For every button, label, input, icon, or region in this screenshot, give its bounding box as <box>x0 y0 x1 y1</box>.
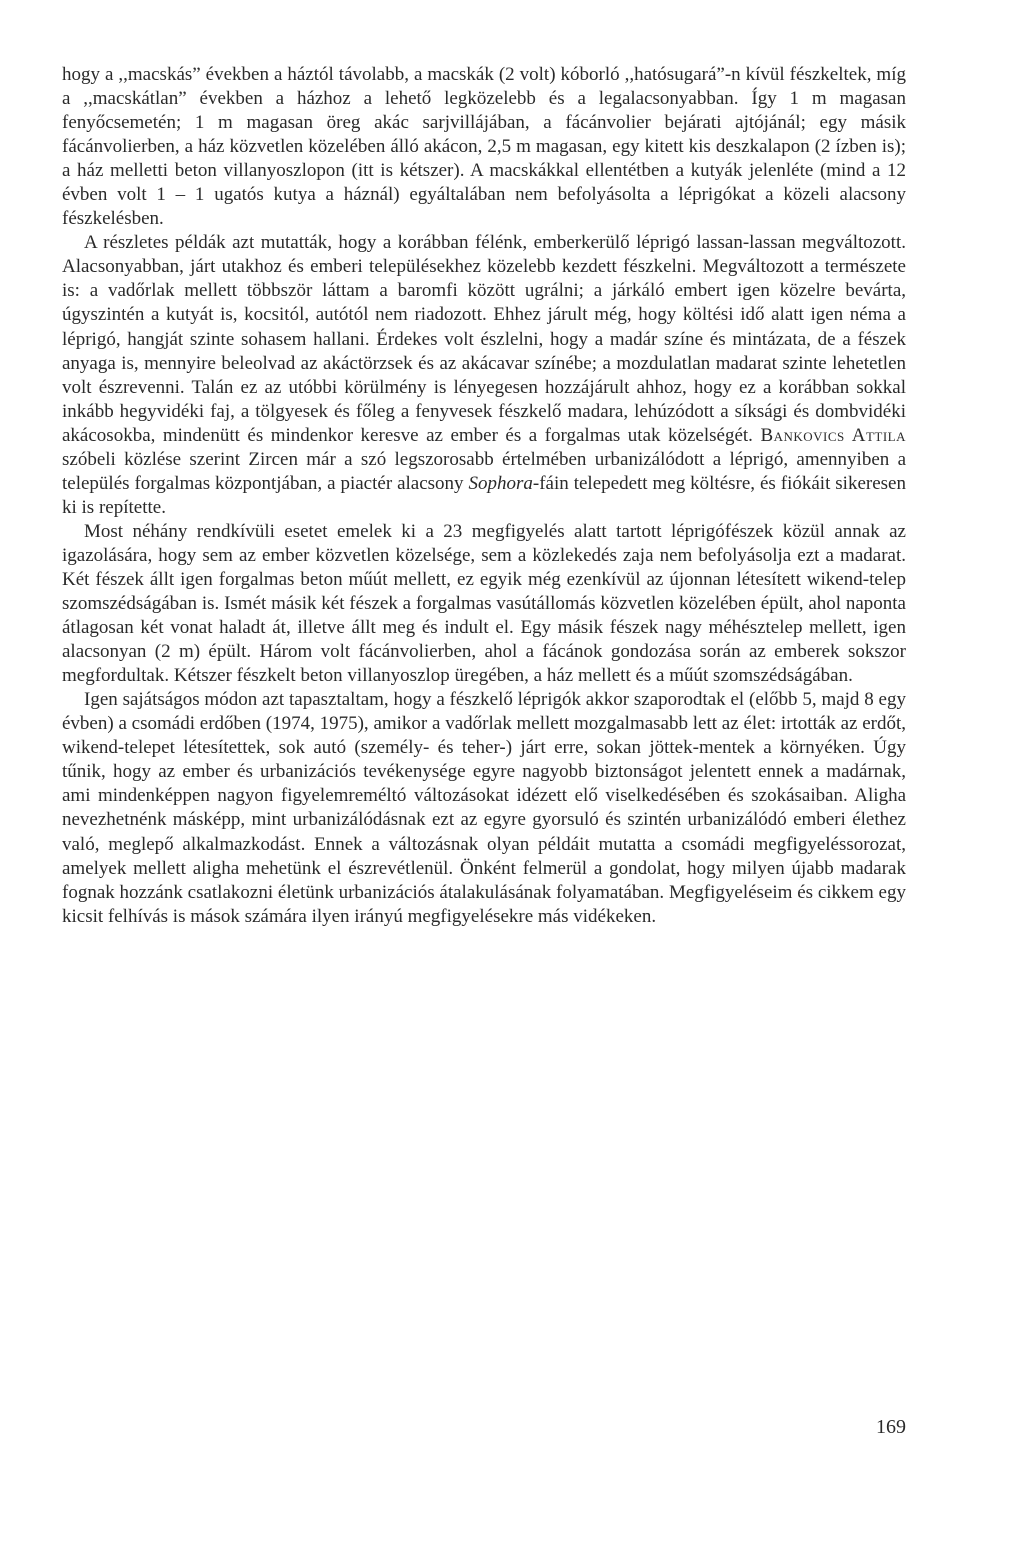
paragraph-1 <box>62 63 906 231</box>
paragraph-2 <box>62 231 906 520</box>
paragraph-2-text-b: szóbeli közlése szerint Zircen már a szó legszorosabb értelmében urbanizálódott a léprigó, amennyiben a település forgalmas központjában, a piactér alacsony <box>62 448 906 494</box>
paragraph-3-text: Most néhány rendkívüli esetet emelek ki a 23 megfigyelés alatt tartott léprigófészek közül annak az igazolására, hogy sem az ember közvetlen közelsége, sem a közlekedés zaja nem befolyásolja ezt a madarat. Két fészek állt igen forgalmas beton műút mellett, ez egyik még ezenkívül az újonnan létesített wikend-telep szomszédságában is. Ismét másik két fészek a forgalmas vasútállomás közvetlen közelében épült, ahol naponta átlagosan két vonat haladt át, illetve állt meg és indult el. Egy másik fészek nagy méhésztelep mellett, igen alacsonyan (2 m) épült. Három volt fácánvolierben, ahol a fácánok gondozása során az emberek sokszor megfordultak. Kétszer fészkelt beton villanyoszlop üregében, a ház mellett és a műút szomszédságában. <box>62 520 906 687</box>
paragraph-3 <box>62 520 906 688</box>
paragraph-2-text-c: -fáin telepedett meg költésre, és fiókáit sikeresen ki is repítette. <box>62 472 906 518</box>
paragraph-2-text-a: A részletes példák azt mutatták, hogy a korábban félénk, emberkerülő léprigó lassan-lassan megváltozott. Alacsonyabban, járt utakhoz és emberi településekhez közelebb kezdett fészkelni. Megváltozott a természete is: a vadőrlak mellett többször láttam a baromfi között ugrálni; a járkáló embert igen közelre bevárta, úgyszintén a kutyát is, kocsitól, autótól nem riadozott. Ehhez járult még, hogy költési idő alatt igen néma a léprigó, hangját szinte sohasem hallani. Érdekes volt észlelni, hogy a madár színe és mintázata, de a fészek anyaga is, mennyire beleolvad az akáctörzsek és az akácavar színébe; a mozdulatlan madarat szinte lehetetlen volt észrevenni. Talán ez az utóbbi körülmény is lényegesen hozzájárult ahhoz, hogy ez a korábban sokkal inkább hegyvidéki faj, a tölgyesek és főleg a fenyvesek fészkelő madara, lehúzódott a síksági és dombvidéki akácosokba, mindenütt és mindenkor keresve az ember és a forgalmas utak közelségét. <box>62 232 906 446</box>
paragraph-1-text: hogy a ,,macskás” években a háztól távolabb, a macskák (2 volt) kóborló ,,hatósugará”-n kívül fészkeltek, míg a ,,macskátlan” években a házhoz a lehető legközelebb és a legalacsonyabban. Így 1 m magasan fenyőcsemetén; 1 m magasan öreg akác sarjvillájában, a fácánvolier bejárati ajtójánál; egy másik fácánvolierben, a ház közvetlen közelében álló akácon, 2,5 m magasan, egy kitett kis deszkalapon (2 ízben is); a ház melletti beton villanyoszlopon (itt is kétszer). A macskákkal ellentétben a kutyák jelenléte (mind a 12 évben volt 1 – 1 ugatós kutya a háznál) egyáltalában nem befolyásolta a léprigókat a közeli alacsony fészkelésben. <box>62 64 906 230</box>
paragraph-4 <box>62 688 906 928</box>
page-number: 169 <box>876 1416 906 1438</box>
paragraph-4-text: Igen sajátságos módon azt tapasztaltam, hogy a fészkelő léprigók akkor szaporodtak el (előbb 5, majd 8 egy évben) a csomádi erdőben (1974, 1975), amikor a vadőrlak mellett mozgalmasabb lett az élet: irtották az erdőt, wikend-telepet létesítettek, sok autó (személy- és teher-) járt erre, sokan jöttek-mentek a környéken. Úgy tűnik, hogy az ember és urbanizációs tevékenysége egyre nagyobb biztonságot jelentett ennek a madárnak, ami mindenképpen nagyon figyelemreméltó változásokat idézett elő viselkedésében és szokásaiban. Aligha nevezhetnénk másképp, mint urbanizálódásnak ezt az egyre gyorsuló és szintén urbanizálódó emberi élethez való, meglepő alkalmazkodást. Ennek a változásnak olyan példáit mutatta a csomádi megfigyeléssorozat, amelyek mellett aligha mehetünk el észrevétlenül. Önként felmerül a gondolat, hogy milyen újabb madarak fognak hozzánk csatlakozni életünk urbanizációs átalakulásának folyamatában. Megfigyeléseim és cikkem egy kicsit felhívás is mások számára ilyen irányú megfigyelésekre más vidékeken. <box>62 689 906 927</box>
genus-name: Sophora <box>468 472 533 494</box>
body-text <box>62 63 906 929</box>
author-name: Bankovics Attila <box>760 424 906 446</box>
